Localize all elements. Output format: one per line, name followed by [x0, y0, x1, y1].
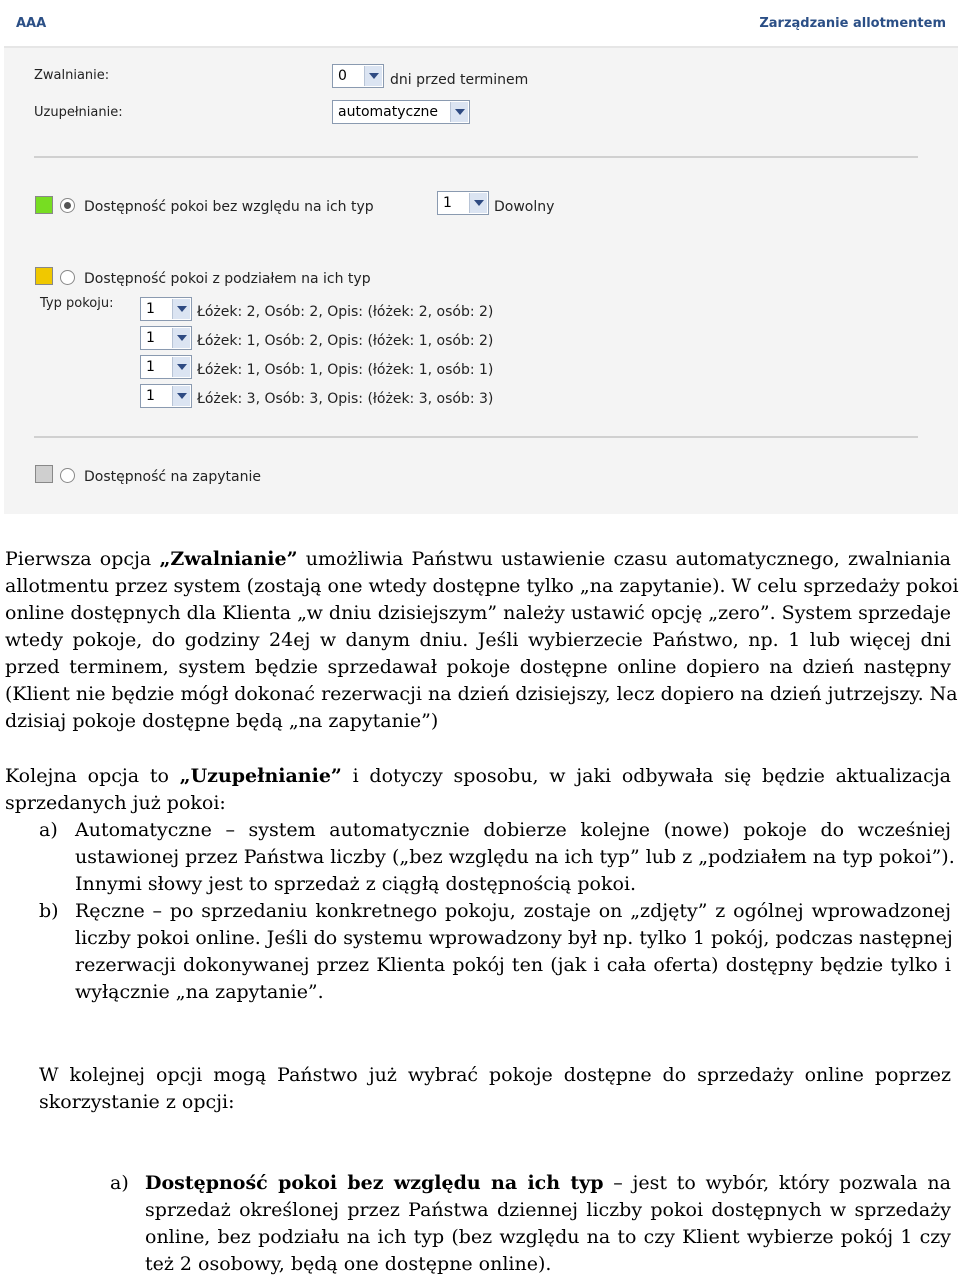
- text-line: Automatyczne – system automatycznie dobierze kolejne (nowe) pokoje do wcześniej: [75, 819, 951, 841]
- text-line: sprzedaż określonej przez Państwa dziennej liczby pokoi dostępnych w sprzedaży: [145, 1199, 951, 1221]
- option-typed-label: Dostępność pokoi z podziałem na ich typ: [84, 271, 371, 287]
- text-line: liczby pokoi online. Jeśli do systemu wprowadzony był np. tylko 1 pokój, podczas następnej: [75, 927, 953, 949]
- text-line: wyłącznie „na zapytanie”.: [75, 981, 324, 1003]
- option-any-label: Dostępność pokoi bez względu na ich typ: [84, 199, 374, 215]
- release-label: Zwalnianie:: [34, 68, 110, 83]
- list-marker: a): [39, 819, 58, 841]
- refill-select[interactable]: automatyczne: [332, 100, 470, 124]
- text-line: ustawionej przez Państwa liczby („bez względu na ich typ” lub z „podziałem na typ pokoi”).: [75, 846, 955, 868]
- text-line: online, bez podziału na ich typ (bez względu na to czy Klient wybierze pokój 1 czy: [145, 1226, 951, 1248]
- list-item-any-type: [145, 1170, 951, 1278]
- text-line: rezerwacji dokonywanej przez Klienta pokój ten (jak i cała oferta) dostępny będzie tylko i: [75, 954, 951, 976]
- option-typed-radio[interactable]: [60, 270, 75, 285]
- text-line: Ręczne – po sprzedaniu konkretnego pokoju, zostaje on „zdjęty” z ogólnej wprowadzonej: [75, 900, 951, 922]
- text-line: W kolejnej opcji mogą Państwo już wybrać pokoje dostępne do sprzedaży online poprzez: [39, 1064, 951, 1086]
- release-select[interactable]: 0: [332, 64, 384, 88]
- text-line: Kolejna opcja to „Uzupełnianie” i dotyczy sposobu, w jaki odbywała się będzie aktualizacja: [5, 765, 951, 787]
- term-any-type: Dostępność pokoi bez względu na ich typ: [145, 1172, 604, 1194]
- option-request-label: Dostępność na zapytanie: [84, 469, 261, 485]
- text-line: allotmentu przez system (zostają one wtedy dostępne tylko „na zapytanie). W celu sprzedaży pokoi: [5, 575, 959, 597]
- room-count-select[interactable]: 1: [140, 297, 192, 321]
- room-count-select[interactable]: 1: [140, 355, 192, 379]
- brand-logo: AAA: [16, 16, 47, 31]
- option-request-radio[interactable]: [60, 468, 75, 483]
- text-line: Pierwsza opcja „Zwalnianie” umożliwia Państwu ustawienie czasu automatycznego, zwalniania: [5, 548, 951, 570]
- list-item-automatic: [75, 817, 955, 898]
- term-release: „Zwalnianie”: [159, 548, 298, 570]
- status-square-yellow: [35, 267, 53, 285]
- text-line: przed terminem, system będzie sprzedawał pokoje dostępne online dopiero na dzień następny: [5, 656, 951, 678]
- divider: [34, 436, 918, 438]
- option-any-radio[interactable]: [60, 198, 75, 213]
- chevron-down-icon: [172, 328, 190, 348]
- chevron-down-icon: [364, 66, 382, 86]
- text-line: sprzedanych już pokoi:: [5, 792, 226, 814]
- room-type-desc: Łóżek: 3, Osób: 3, Opis: (łóżek: 3, osób: 3): [197, 391, 494, 407]
- page-title: Zarządzanie allotmentem: [759, 16, 946, 31]
- list-item-manual: [75, 898, 951, 1006]
- chevron-down-icon: [172, 386, 190, 406]
- chevron-down-icon: [172, 299, 190, 319]
- room-type-label: Typ pokoju:: [40, 296, 114, 311]
- text-line: Dostępność pokoi bez względu na ich typ – jest to wybór, który pozwala na: [145, 1172, 951, 1194]
- text-line: (Klient nie będzie mógł dokonać rezerwacji na dzień dzisiejszy, lecz dopiero na dzień jutrzejszy. Na: [5, 683, 958, 705]
- list-marker: b): [39, 900, 59, 922]
- text-line: skorzystanie z opcji:: [39, 1091, 235, 1113]
- room-type-desc: Łóżek: 1, Osób: 2, Opis: (łóżek: 1, osób: 2): [197, 333, 494, 349]
- option-any-suffix: Dowolny: [494, 199, 555, 215]
- status-square-green: [35, 196, 53, 214]
- room-type-desc: Łóżek: 1, Osób: 1, Opis: (łóżek: 1, osób: 1): [197, 362, 494, 378]
- text-line: Innymi słowy jest to sprzedaż z ciągłą dostępnością pokoi.: [75, 873, 637, 895]
- header-bar: [4, 4, 958, 48]
- status-square-gray: [35, 465, 53, 483]
- paragraph-next-option: [39, 1062, 951, 1116]
- paragraph-refill: [5, 763, 951, 817]
- paragraph-release: [5, 546, 959, 735]
- room-count-select[interactable]: 1: [140, 384, 192, 408]
- text-line: dzisiaj pokoje dostępne będą „na zapytanie”): [5, 710, 439, 732]
- list-marker: a): [110, 1172, 129, 1194]
- text-line: wtedy pokoje, do godziny 24ej w danym dniu. Jeśli wybierzecie Państwo, np. 1 lub więcej dni: [5, 629, 951, 651]
- chevron-down-icon: [450, 102, 468, 122]
- divider: [34, 156, 918, 158]
- option-any-select[interactable]: 1: [437, 191, 489, 215]
- room-count-select[interactable]: 1: [140, 326, 192, 350]
- release-suffix: dni przed terminem: [390, 72, 529, 88]
- room-type-desc: Łóżek: 2, Osób: 2, Opis: (łóżek: 2, osób: 2): [197, 304, 494, 320]
- chevron-down-icon: [469, 193, 487, 213]
- text-line: też 2 osobowy, będą one dostępne online).: [145, 1253, 552, 1275]
- allotment-screenshot: [4, 4, 958, 514]
- chevron-down-icon: [172, 357, 190, 377]
- term-refill: „Uzupełnianie”: [179, 765, 342, 787]
- refill-label: Uzupełnianie:: [34, 105, 123, 120]
- text-line: online dostępnych dla Klienta „w dniu dzisiejszym” należy ustawić opcję „zero”. System sprzedaje: [5, 602, 951, 624]
